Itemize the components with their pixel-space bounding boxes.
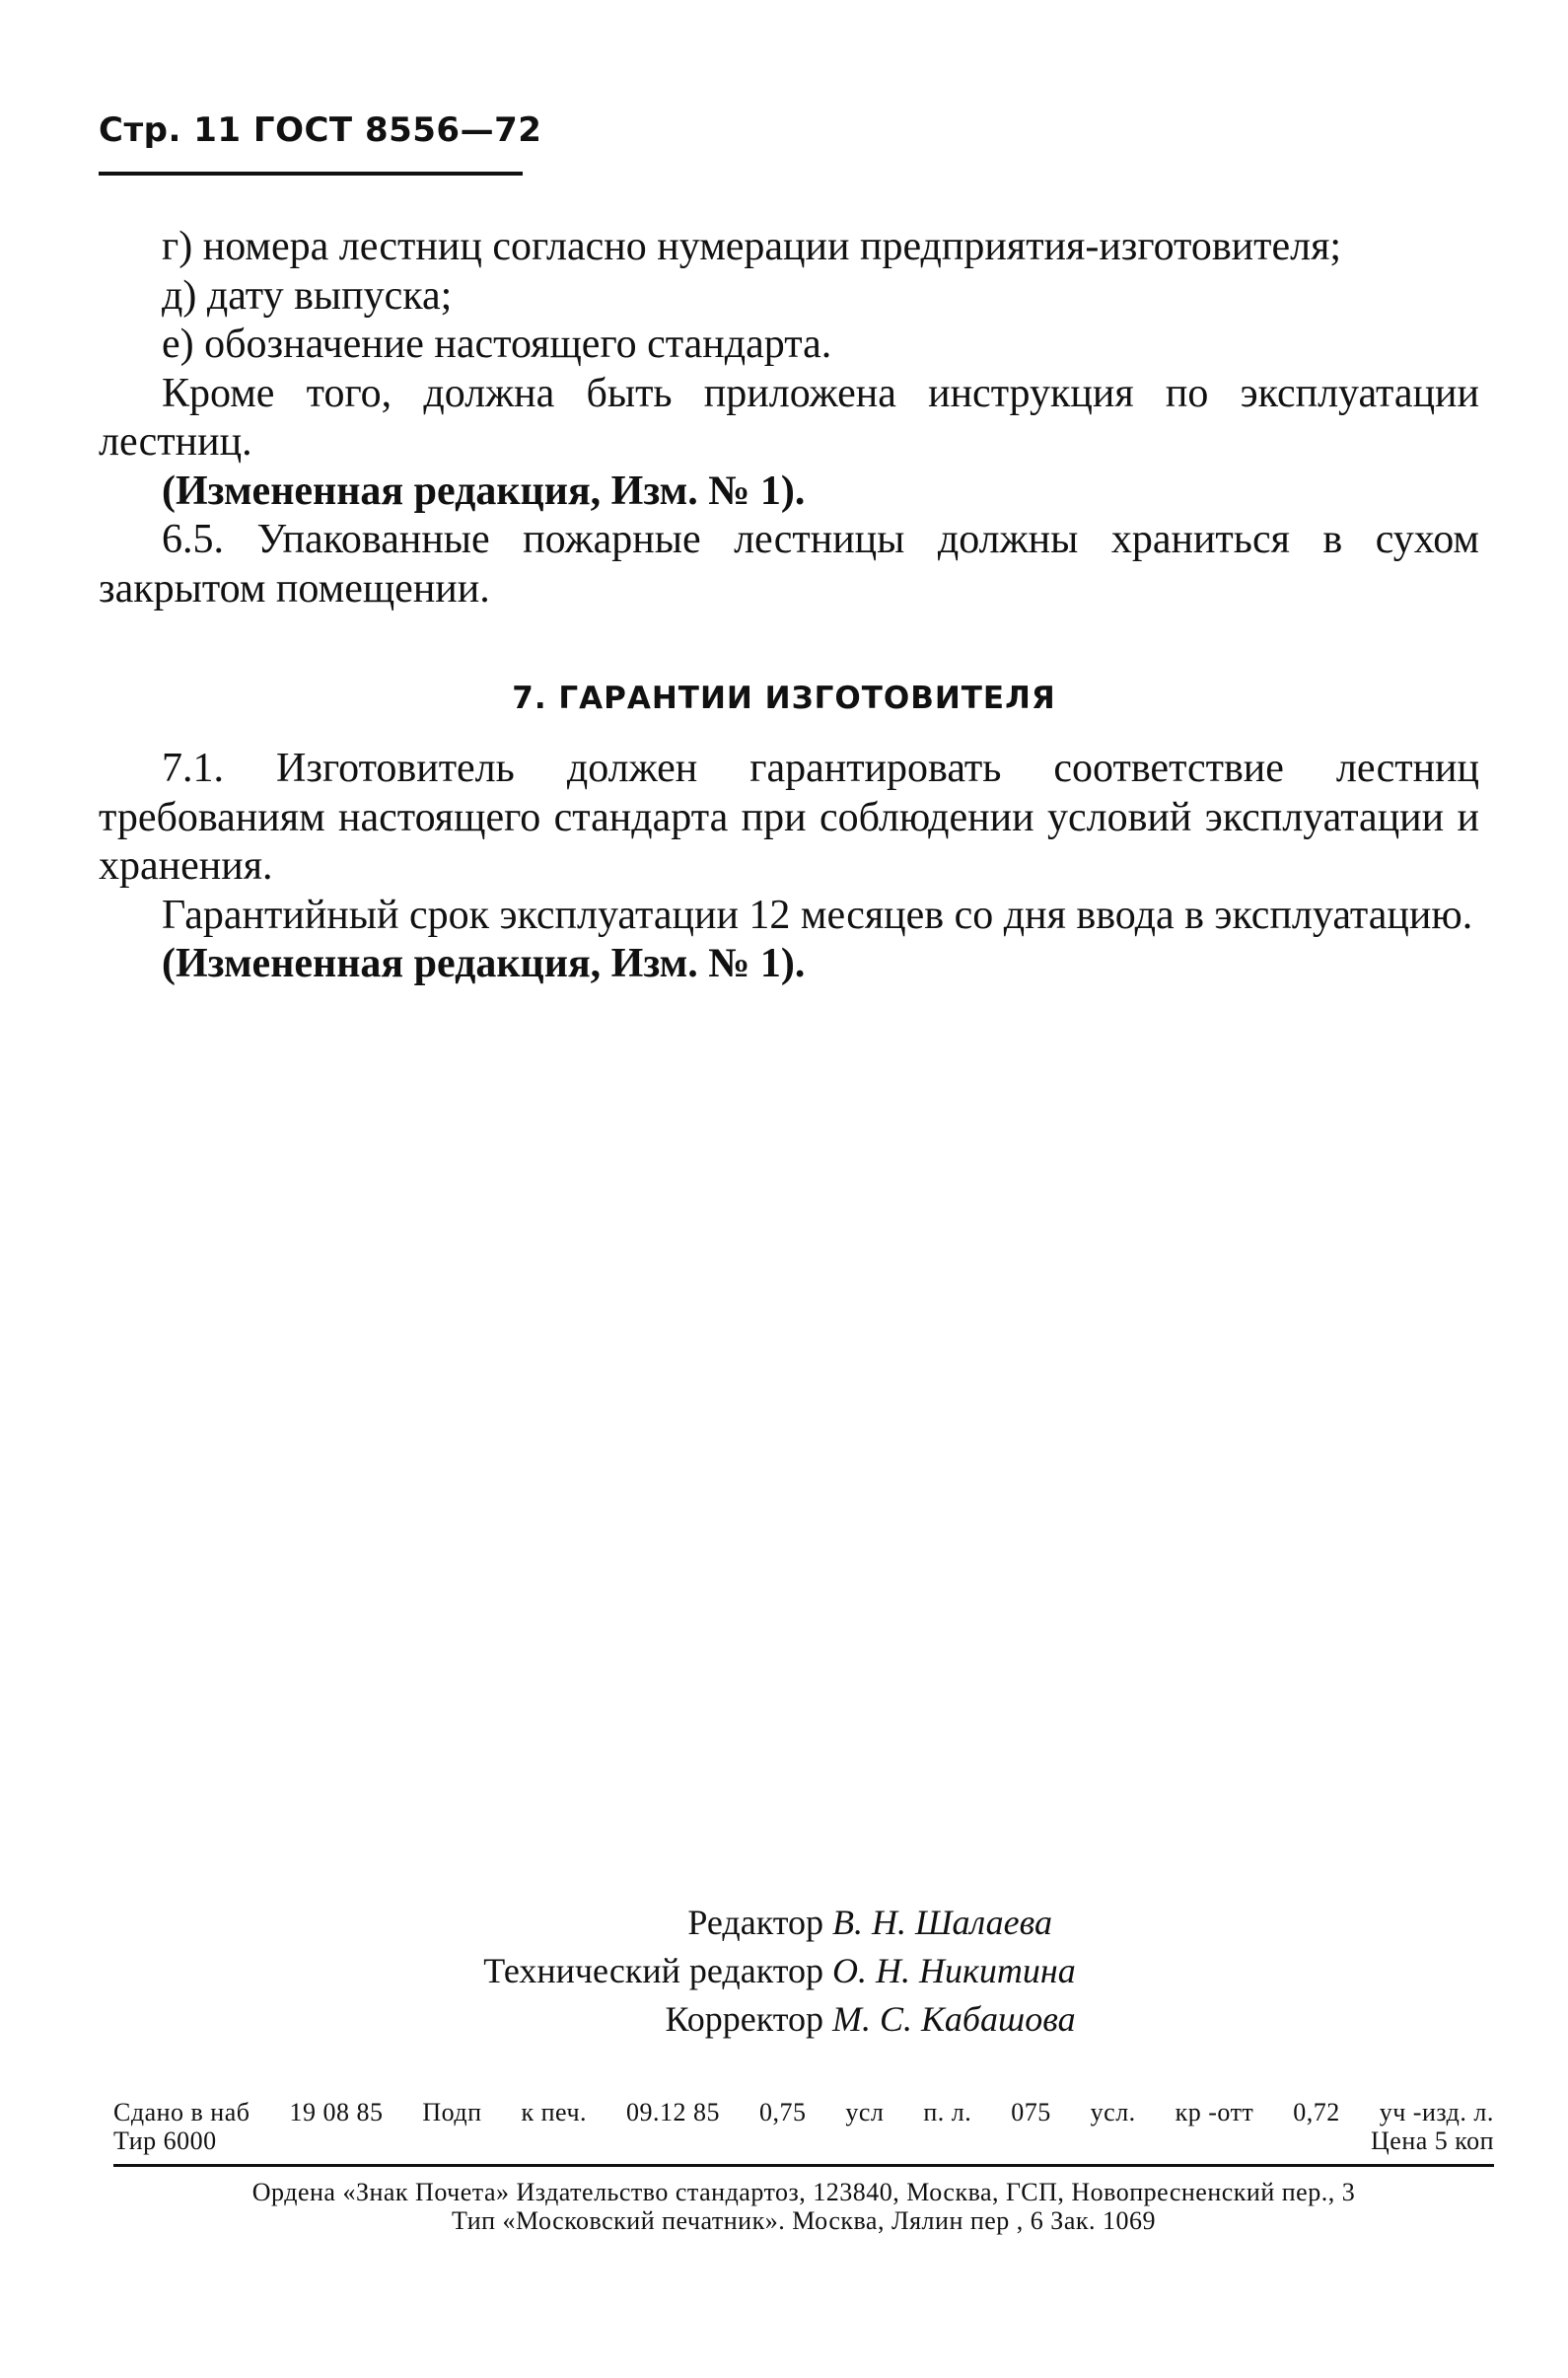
section-6-text <box>99 223 1479 613</box>
imprint-field: 0,72 <box>1293 2098 1340 2126</box>
section-7-text <box>99 745 1479 989</box>
publisher-line: Ордена «Знак Почета» Издательство стандартоз, 123840, Москва, ГСП, Новопресненский пер., 3 <box>251 2178 1356 2206</box>
credit-technical-editor <box>0 1947 1568 1995</box>
imprint-field: усл. <box>1090 2098 1136 2126</box>
header-rule <box>99 172 523 176</box>
clause-7-1: 7.1. Изготовитель должен гарантировать соответствие лестниц требованиям настоящего стандарта при соблюдении условий эксплуатации и хранения. <box>99 746 1479 889</box>
printer-line: Тип «Московский печатник». Москва, Лялин пер , 6 Зак. 1069 <box>451 2206 1157 2235</box>
imprint-field: 19 08 85 <box>289 2098 384 2126</box>
imprint-details <box>113 2098 1494 2126</box>
price: Цена 5 коп <box>1371 2126 1494 2155</box>
credit-role: Редактор <box>687 1903 823 1942</box>
imprint-field: кр -отт <box>1175 2098 1254 2126</box>
imprint-field: к печ. <box>521 2098 588 2126</box>
imprint-field: Сдано в наб <box>113 2098 250 2126</box>
imprint-circulation-price <box>113 2126 1494 2155</box>
page-header: Стр. 11 ГОСТ 8556—72 <box>99 110 542 150</box>
section-7-heading: 7. ГАРАНТИИ ИЗГОТОВИТЕЛЯ <box>512 681 1056 716</box>
print-imprint <box>113 2098 1494 2155</box>
credit-role: Корректор <box>665 1999 823 2039</box>
imprint-field: п. л. <box>923 2098 972 2126</box>
amendment-note: (Измененная редакция, Изм. № 1). <box>162 468 806 514</box>
imprint-field: усл <box>845 2098 885 2126</box>
item-g: г) номера лестниц согласно нумерации предприятия-изготовителя; <box>162 224 1342 269</box>
imprint-field: Подп <box>422 2098 482 2126</box>
warranty-period: Гарантийный срок эксплуатации 12 месяцев со дня ввода в эксплуатацию. <box>162 892 1473 938</box>
clause-6-5: 6.5. Упакованные пожарные лестницы должны храниться в сухом закрытом помещении. <box>99 517 1479 612</box>
item-d: д) дату выпуска; <box>162 272 453 319</box>
credit-name: О. Н. Никитина <box>832 1951 1076 1990</box>
imprint-rule <box>113 2164 1494 2167</box>
amendment-note: (Измененная редакция, Изм. № 1). <box>162 941 806 986</box>
publisher-info <box>99 2178 1509 2235</box>
item-e: е) обозначение настоящего стандарта. <box>162 322 832 367</box>
imprint-field: уч -изд. л. <box>1379 2098 1494 2126</box>
circulation: Тир 6000 <box>113 2126 217 2155</box>
credit-editor <box>0 1899 1568 1947</box>
imprint-field: 075 <box>1011 2098 1051 2126</box>
credit-name: М. С. Кабашова <box>832 1999 1076 2039</box>
credit-corrector <box>0 1995 1568 2044</box>
credit-role: Технический редактор <box>483 1951 823 1990</box>
imprint-field: 09.12 85 <box>625 2098 720 2126</box>
editorial-credits <box>0 1899 1568 2044</box>
imprint-field: 0,75 <box>758 2098 807 2126</box>
paragraph-instruction: Кроме того, должна быть приложена инструкция по эксплуатации лестниц. <box>99 370 1479 465</box>
credit-name: В. Н. Шалаева <box>832 1903 1053 1942</box>
